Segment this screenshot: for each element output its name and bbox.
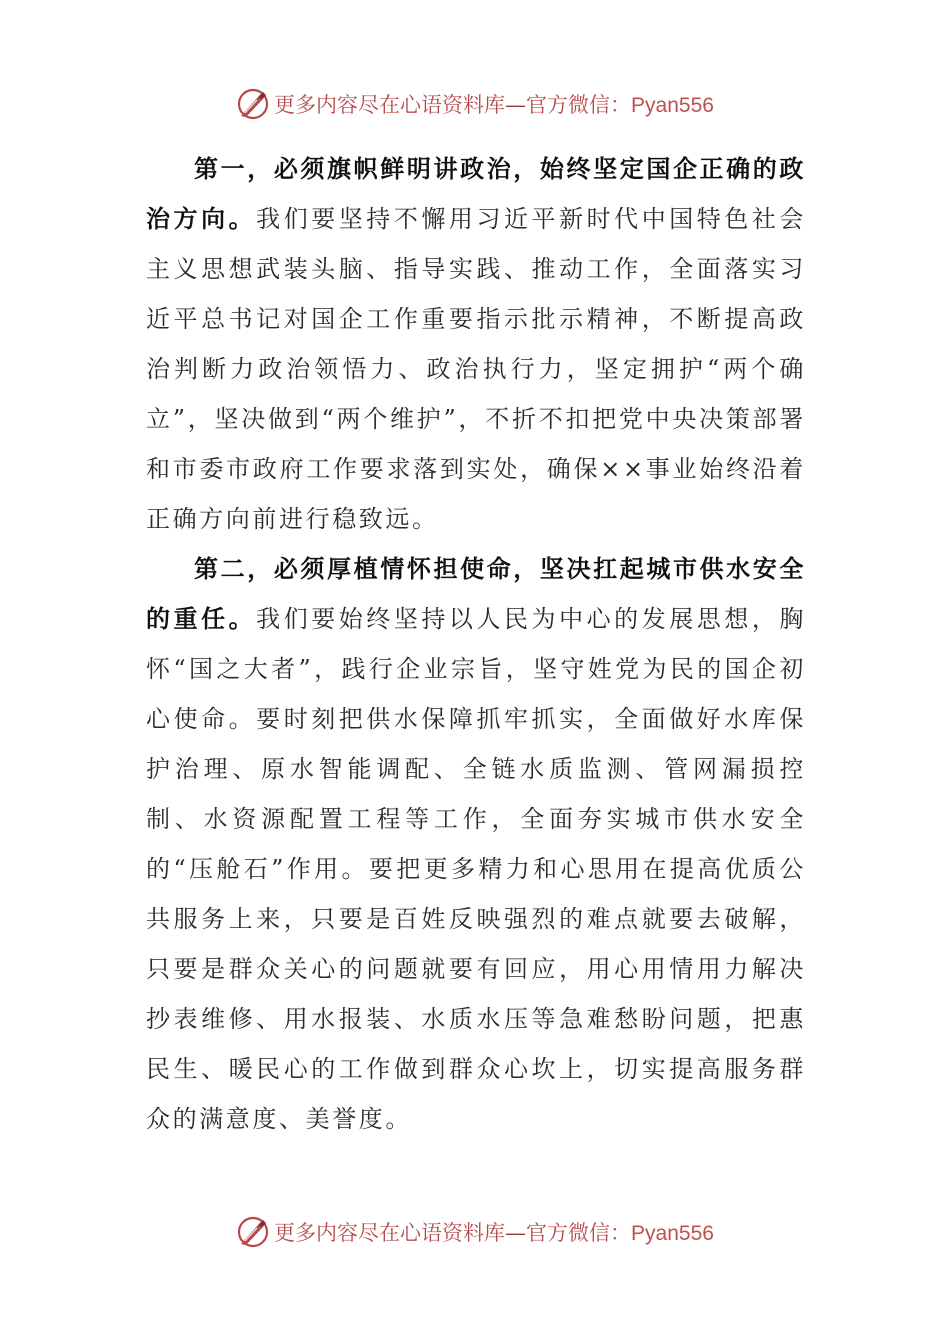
paragraph-1-text: 我们要坚持不懈用习近平新时代中国特色社会主义思想武装头脑、指导实践、推动工作，全面落实习近平总书记对国企工作重要指示批示精神，不断提高政治判断力政治领悟力、政治执行力，坚定拥护“两个确立”，坚决做到“两个维护”，不折不扣把党中央决策部署和市委市政府工作要求落到实处，确保××事业始终沿着正确方向前进行稳致远。 [146,205,806,533]
paragraph-1 [146,144,806,544]
paragraph-2 [146,544,806,1144]
banner-official: 官方微信： [526,1221,632,1245]
banner-separator: — [505,93,527,117]
paragraph-2-text: 我们要始终坚持以人民为中心的发展思想，胸怀“国之大者”，践行企业宗旨，坚守姓党为民的国企初心使命。要时刻把供水保障抓牢抓实，全面做好水库保护治理、原水智能调配、全链水质监测、管网漏损控制、水资源配置工程等工作，全面夯实城市供水安全的“压舱石”作用。要把更多精力和心思用在提高优质公共服务上来，只要是百姓反映强烈的难点就要去破解，只要是群众关心的问题就要有回应，用心用情用力解决抄表维修、用水报装、水质水压等急难愁盼问题，把惠民生、暖民心的工作做到群众心坎上，切实提高服务群众的满意度、美誉度。 [146,605,806,1133]
header-banner [0,84,950,124]
banner-wechat-id: Pyan556 [631,94,714,117]
banner-official: 官方微信： [526,93,632,117]
banner-text [274,89,714,119]
banner-wechat-id: Pyan556 [631,1222,714,1245]
paragraph-1-heading: 第一，必须旗帜鲜明讲政治，始终坚定国企正确的政治方向。 [146,154,806,233]
document-body [146,144,806,1144]
banner-title: 更多内容尽在心语资料库 [274,1221,506,1245]
banner-title: 更多内容尽在心语资料库 [274,93,506,117]
pen-nib-logo-icon [236,87,270,121]
banner-text [274,1217,714,1247]
banner-separator: — [505,1221,527,1245]
paragraph-2-heading: 第二，必须厚植情怀担使命，坚决扛起城市供水安全的重任。 [146,554,806,633]
pen-nib-logo-icon [236,1215,270,1249]
footer-banner [0,1212,950,1252]
